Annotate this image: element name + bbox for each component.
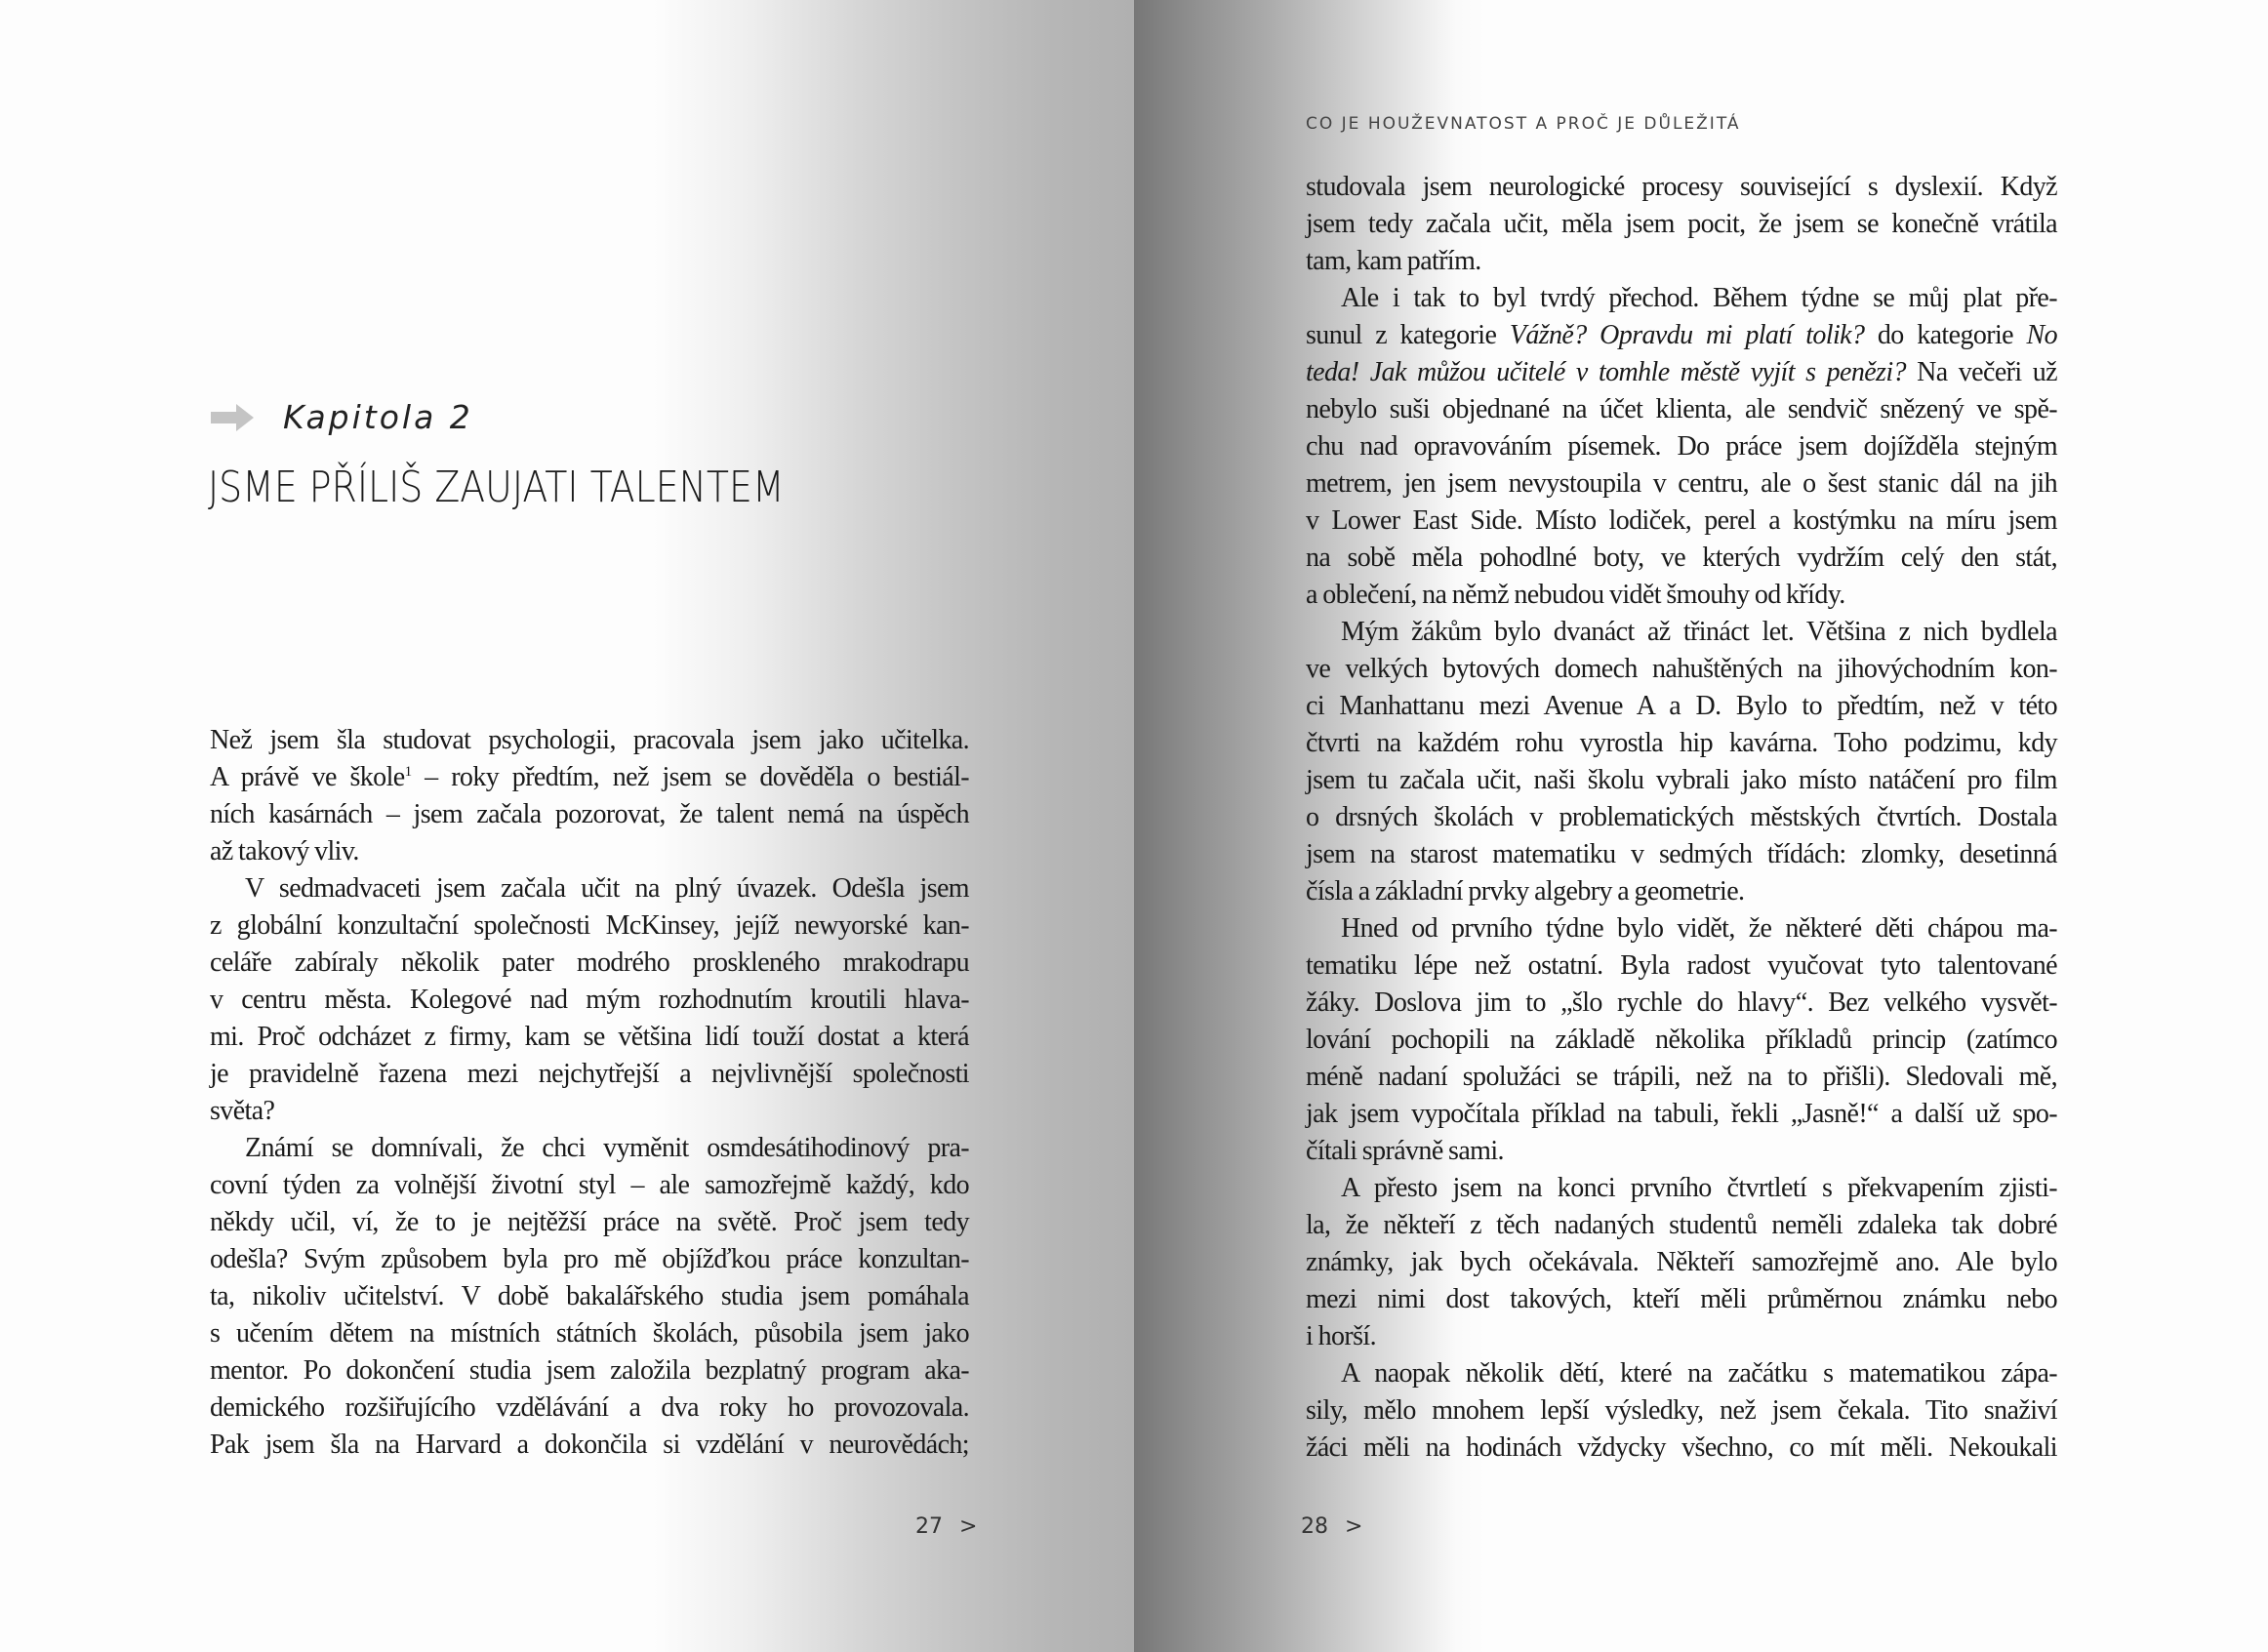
text-line <box>210 722 969 759</box>
right-page-body <box>1306 169 2057 1467</box>
text-line <box>1306 1318 2057 1355</box>
text-line <box>1306 169 2057 206</box>
line-text: čítali správně sami. <box>1306 1136 1504 1166</box>
text-line <box>210 945 969 982</box>
line-text: A naopak několik dětí, které na začátku s matematikou zápa- <box>1341 1358 2057 1389</box>
line-text: odešla? Svým způsobem byla pro mě objížďkou práce konzultan- <box>210 1244 969 1274</box>
page-number: 28 <box>1301 1514 1328 1539</box>
text-line <box>1306 1281 2057 1318</box>
chapter-number: Kapitola 2 <box>283 398 473 436</box>
text-line <box>1306 540 2057 577</box>
left-page-body <box>210 722 969 1464</box>
text-line <box>1306 428 2057 465</box>
text-line <box>1306 1022 2057 1059</box>
line-text: čtvrti na každém rohu vyrostla hip kavárna. Toho podzimu, kdy <box>1306 728 2057 758</box>
page-number: 27 <box>915 1514 943 1539</box>
line-text: ve velkých bytových domech nahuštěných na jihovýchodním kon- <box>1306 654 2057 684</box>
line-text: mentor. Po dokončení studia jsem založila bezplatný program aka- <box>210 1355 969 1386</box>
line-text: jsem tedy začala učit, měla jsem pocit, že jsem se konečně vrátila <box>1306 209 2057 239</box>
line-text: Mým žákům bylo dvanáct až třináct let. Většina z nich bydlela <box>1341 617 2057 647</box>
text-line <box>1306 354 2057 391</box>
text-line <box>1306 1096 2057 1133</box>
line-text: Na večeři už <box>1905 357 2057 387</box>
chapter-label <box>211 398 473 436</box>
text-line <box>210 1019 969 1056</box>
line-text: Než jsem šla studovat psychologii, pracovala jsem jako učitelka. <box>210 725 969 755</box>
line-text: s učením dětem na místních státních školách, působila jsem jako <box>210 1318 969 1349</box>
line-text: jak jsem vypočítala příklad na tabuli, řekli „Jasně!“ a další už spo- <box>1306 1099 2057 1129</box>
text-line <box>210 982 969 1019</box>
text-line <box>210 1241 969 1278</box>
line-text: ních kasárnách – jsem začala pozorovat, že talent nemá na úspěch <box>210 799 969 829</box>
line-text: světa? <box>210 1096 275 1126</box>
line-text: Hned od prvního týdne bylo vidět, že některé děti chápou ma- <box>1341 913 2057 944</box>
running-head: CO JE HOUŽEVNATOST A PROČ JE DŮLEŽITÁ <box>1306 114 1741 134</box>
text-line <box>1306 725 2057 762</box>
text-line <box>1306 651 2057 688</box>
line-text: tematiku lépe než ostatní. Byla radost vyučovat tyto talentované <box>1306 950 2057 981</box>
text-line <box>210 907 969 945</box>
text-line <box>1306 985 2057 1022</box>
text-line <box>210 1204 969 1241</box>
italic-text: No <box>2026 320 2057 350</box>
line-text: i horší. <box>1306 1321 1376 1351</box>
text-line <box>210 1167 969 1204</box>
text-line <box>210 1278 969 1315</box>
text-line <box>210 1315 969 1352</box>
text-line <box>1306 762 2057 799</box>
text-line <box>1306 243 2057 280</box>
text-line <box>1306 1133 2057 1170</box>
italic-text: teda! Jak můžou učitelé v tomhle městě vyjít s penězi? <box>1306 357 1906 387</box>
line-text: někdy učil, ví, že to je nejtěžší práce na světě. Proč jsem tedy <box>210 1207 969 1237</box>
line-text: v Lower East Side. Místo lodiček, perel a kostýmku na míru jsem <box>1306 505 2057 536</box>
footnote-marker[interactable]: 1 <box>404 764 412 780</box>
text-line <box>210 870 969 907</box>
page-number-right <box>1301 1514 1362 1539</box>
text-line <box>210 796 969 833</box>
line-text: V sedmadvaceti jsem začala učit na plný úvazek. Odešla jsem <box>245 873 969 904</box>
line-text: la, že někteří z těch nadaných studentů neměli zdaleka tak dobré <box>1306 1210 2057 1240</box>
text-line <box>1306 503 2057 540</box>
line-text: demického rozšiřujícího vzdělávání a dva roky ho provozovala. <box>210 1392 969 1423</box>
line-text: celáře zabíraly několik pater modrého proskleného mrakodrapu <box>210 947 969 978</box>
text-line <box>210 1056 969 1093</box>
text-line <box>1306 1170 2057 1207</box>
line-text: A přesto jsem na konci prvního čtvrtletí s překvapením zjisti- <box>1341 1173 2057 1203</box>
text-line <box>1306 1207 2057 1244</box>
line-text: mi. Proč odcházet z firmy, kam se většina lidí touží dostat a která <box>210 1022 969 1052</box>
next-page-marker[interactable]: > <box>959 1514 978 1539</box>
line-text: žáci měli na hodinách vždycky všechno, co mít měli. Nekoukali <box>1306 1432 2057 1463</box>
line-text: méně nadaní spolužáci se trápili, než na to přišli). Sledovali mě, <box>1306 1062 2057 1092</box>
line-text: sunul z kategorie <box>1306 320 1510 350</box>
line-text: na sobě měla pohodlné boty, ve kterých vydržím celý den stát, <box>1306 543 2057 573</box>
text-line <box>1306 577 2057 614</box>
text-line <box>1306 317 2057 354</box>
line-text: sily, mělo mnohem lepší výsledky, než jsem čekala. Tito snaživí <box>1306 1395 2057 1426</box>
line-text: metrem, jen jsem nevystoupila v centru, ale o šest stanic dál na jih <box>1306 468 2057 499</box>
line-text: v centru města. Kolegové nad mým rozhodnutím kroutili hlava- <box>210 985 969 1015</box>
text-line <box>210 1390 969 1427</box>
line-text: do kategorie <box>1864 320 2027 350</box>
line-text: Pak jsem šla na Harvard a dokončila si vzdělání v neurovědách; <box>210 1430 969 1460</box>
line-text: Známí se domnívali, že chci vyměnit osmdesátihodinový pra- <box>245 1133 969 1163</box>
line-text: až takový vliv. <box>210 836 359 866</box>
text-line <box>1306 688 2057 725</box>
text-line <box>1306 1430 2057 1467</box>
line-text: Ale i tak to byl tvrdý přechod. Během týdne se můj plat pře- <box>1341 283 2057 313</box>
line-text: jsem tu začala učit, naši školu vybrali jako místo natáčení pro film <box>1306 765 2057 795</box>
text-line <box>1306 910 2057 947</box>
text-line <box>1306 1244 2057 1281</box>
line-text: studovala jsem neurologické procesy související s dyslexií. Když <box>1306 172 2057 202</box>
line-text: ta, nikoliv učitelství. V době bakalářského studia jsem pomáhala <box>210 1281 969 1311</box>
text-line <box>210 1352 969 1390</box>
text-line <box>1306 206 2057 243</box>
italic-text: Vážně? Opravdu mi platí tolik? <box>1509 320 1865 350</box>
line-text: mezi nimi dost takových, kteří měli průměrnou známku nebo <box>1306 1284 2057 1314</box>
line-text: čísla a základní prvky algebry a geometrie. <box>1306 876 1745 907</box>
line-text: nebylo suši objednané na účet klienta, ale sendvič snězený ve spě- <box>1306 394 2057 424</box>
text-line <box>210 759 969 796</box>
line-text: ci Manhattanu mezi Avenue A a D. Bylo to předtím, než v této <box>1306 691 2057 721</box>
line-text: je pravidelně řazena mezi nejchytřejší a nejvlivnější společnosti <box>210 1059 969 1089</box>
text-line <box>1306 614 2057 651</box>
text-line <box>1306 836 2057 873</box>
next-page-marker[interactable]: > <box>1345 1514 1363 1539</box>
text-line <box>1306 1059 2057 1096</box>
line-text: žáky. Doslova jim to „šlo rychle do hlavy“. Bez velkého vysvět- <box>1306 987 2057 1018</box>
line-text: lování pochopili na základě několika příkladů princip (zatímco <box>1306 1025 2057 1055</box>
text-line <box>1306 873 2057 910</box>
chapter-title: JSME PŘÍLIŠ ZAUJATI TALENTEM <box>208 463 785 512</box>
line-text: jsem na starost matematiku v sedmých třídách: zlomky, desetinná <box>1306 839 2057 869</box>
line-text: z globální konzultační společnosti McKinsey, jejíž newyorské kan- <box>210 910 969 941</box>
line-text: známky, jak bych očekávala. Někteří samozřejmě ano. Ale bylo <box>1306 1247 2057 1277</box>
text-line <box>1306 1392 2057 1430</box>
line-text: – roky předtím, než jsem se dověděla o bestiál- <box>411 762 969 792</box>
text-line <box>210 833 969 870</box>
line-text: chu nad opravováním písemek. Do práce jsem dojížděla stejným <box>1306 431 2057 462</box>
text-line <box>1306 947 2057 985</box>
line-text: A právě ve škole <box>210 762 405 792</box>
text-line <box>1306 280 2057 317</box>
text-line <box>1306 1355 2057 1392</box>
line-text: tam, kam patřím. <box>1306 246 1481 276</box>
page-number-left <box>915 1514 977 1539</box>
text-line <box>210 1093 969 1130</box>
line-text: a oblečení, na němž nebudou vidět šmouhy od křídy. <box>1306 580 1845 610</box>
text-line <box>1306 465 2057 503</box>
text-line <box>210 1130 969 1167</box>
line-text: o drsných školách v problematických městských čtvrtích. Dostala <box>1306 802 2057 832</box>
line-text: covní týden za volnější životní styl – ale samozřejmě každý, kdo <box>210 1170 969 1200</box>
text-line <box>1306 799 2057 836</box>
text-line <box>210 1427 969 1464</box>
text-line <box>1306 391 2057 428</box>
arrow-right-icon <box>211 404 254 431</box>
